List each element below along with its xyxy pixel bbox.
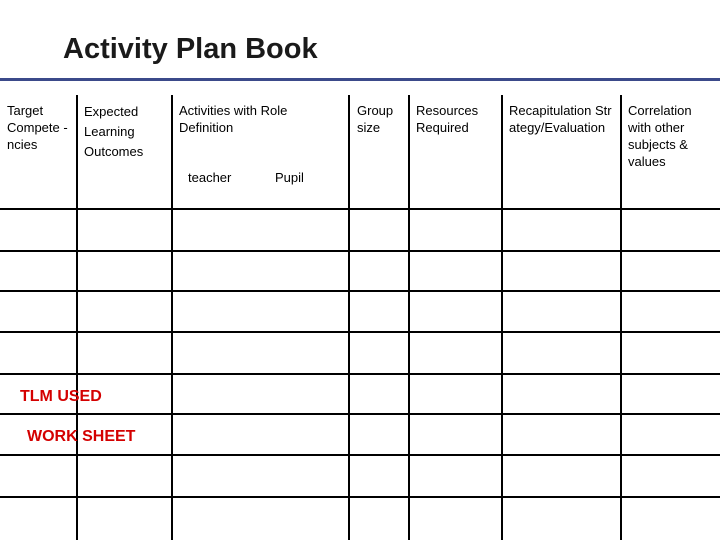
header-correlation: Correlation with other subjects & values	[628, 103, 692, 169]
sub-header-teacher: teacher	[188, 170, 232, 185]
worksheet-label: WORK SHEET	[27, 428, 136, 445]
row-divider	[0, 496, 720, 498]
header-recapitulation: Recapitulation Strategy/Evaluation	[509, 103, 612, 135]
row-divider	[0, 373, 720, 375]
sub-header-pupil: Pupil	[275, 170, 304, 185]
row-divider	[0, 290, 720, 292]
page-title: Activity Plan Book	[63, 33, 318, 65]
column-divider	[620, 95, 622, 540]
row-divider	[0, 413, 720, 415]
column-divider	[348, 95, 350, 540]
row-divider	[0, 331, 720, 333]
column-divider	[76, 95, 78, 540]
column-divider	[171, 95, 173, 540]
column-divider	[501, 95, 503, 540]
header-target-competencies: Target Compete -ncies	[7, 103, 68, 152]
activity-plan-table	[0, 95, 720, 540]
column-divider	[408, 95, 410, 540]
header-activities: Activities with Role Definition	[179, 103, 288, 135]
header-expected-outcomes: Expected Learning Outcomes	[84, 104, 144, 159]
row-divider	[0, 454, 720, 456]
row-divider	[0, 208, 720, 210]
tlm-used-label: TLM USED	[20, 388, 102, 405]
header-resources: Resources Required	[416, 103, 479, 135]
header-group-size: Group size	[357, 103, 394, 135]
title-underline	[0, 78, 720, 81]
row-divider	[0, 250, 720, 252]
